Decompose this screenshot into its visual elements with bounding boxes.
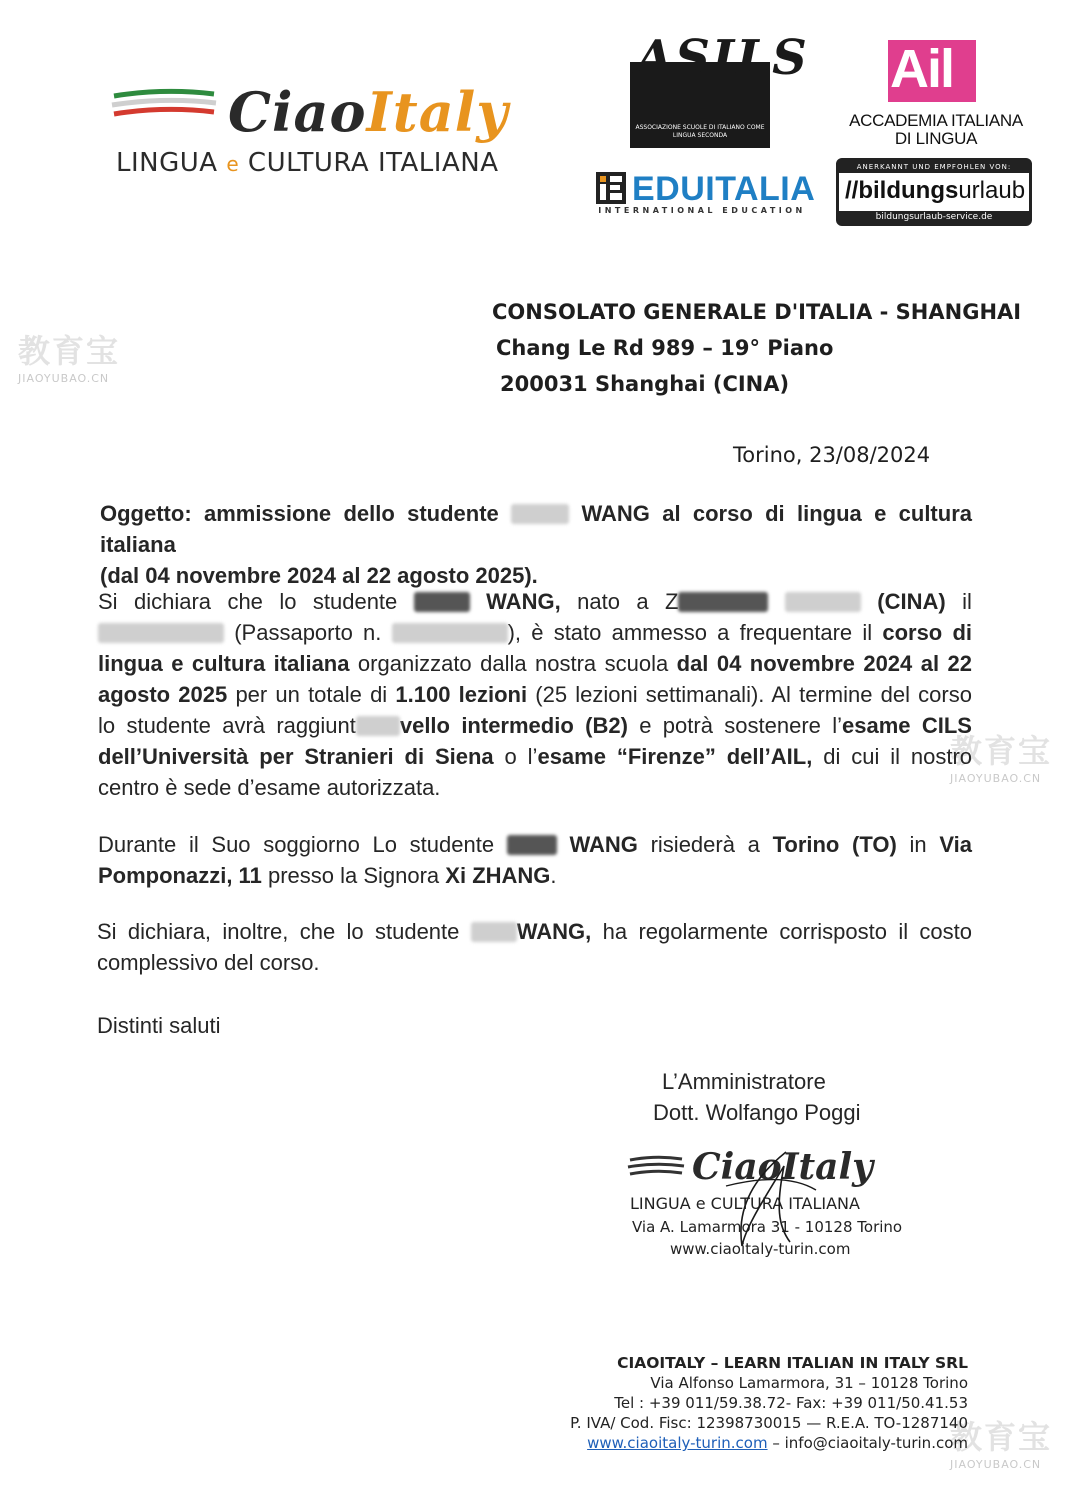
asils-wordmark: ASILS: [636, 30, 809, 86]
bildungsurlaub-logo: [836, 158, 1032, 226]
paragraph-payment: Si dichiara, inoltre, che lo studente WANG, ha regolarmente corrisposto il costo complessivo del corso.: [97, 919, 973, 975]
handwritten-signature: [666, 1146, 866, 1256]
bildungsurlaub-top-banner: ANERKANNT UND EMPFOHLEN VON:: [839, 161, 1029, 173]
footer-email: – info@ciaoitaly-turin.com: [772, 1434, 968, 1452]
recipient-line-1: CONSOLATO GENERALE D'ITALIA - SHANGHAI: [492, 300, 1022, 324]
eduitalia-ie-icon: [596, 172, 626, 204]
eduitalia-subtitle: INTERNATIONAL EDUCATION: [598, 206, 806, 215]
stamp-tagline: LINGUA e CULTURA ITALIANA: [630, 1194, 860, 1213]
ail-wordmark: Ail: [890, 39, 954, 99]
letter-date: Torino, 23/08/2024: [733, 443, 931, 467]
signatory-role: L’Amministratore: [662, 1069, 826, 1094]
ciaoitaly-tagline: LINGUA e CULTURA ITALIANA: [116, 148, 499, 178]
stamp-website: www.ciaoitaly-turin.com: [670, 1240, 851, 1258]
asils-logo: [618, 30, 809, 150]
bildungsurlaub-bottom-banner: bildungsurlaub-service.de: [839, 211, 1029, 223]
paragraph-admission: Si dichiara che lo studente WANG, nato a Z (CINA) il (Passaporto n. ), è stato ammesso a frequentare il corso di lingua e cultura italiana organizzato dalla nostra scuola dal 04 novembre 2024 al 22 agosto 2025 per un totale di 1.100 lezioni (25 lezioni settimanali). Al termine del corso lo studente avrà raggiunt vello intermedio (B2) e potrà sostenere l’esame CILS dell’Università per Stranieri di Siena o l’esame “Firenze” dell’AIL, di cui il nostro centro è sede d’esame autorizzata.: [98, 589, 973, 800]
ail-logo: [836, 36, 1036, 152]
ciaoitaly-wordmark: CiaoItaly: [228, 80, 509, 144]
footer-company: CIAOITALY – LEARN ITALIAN IN ITALY SRL: [617, 1354, 968, 1372]
bildungsurlaub-wordmark: //bildungsurlaub: [845, 177, 1026, 204]
ciaoitaly-logo: [110, 70, 560, 185]
signatory-name: Dott. Wolfango Poggi: [653, 1100, 861, 1125]
eduitalia-logo: [596, 170, 816, 218]
footer-contacts: [587, 1434, 968, 1452]
footer-address: Via Alfonso Lamarmora, 31 – 10128 Torino: [650, 1374, 968, 1392]
footer-phone: Tel : +39 011/59.38.72- Fax: +39 011/50.41.53: [614, 1394, 968, 1412]
subject: Oggetto: ammissione dello studente WANG al corso di lingua e cultura italiana (dal 04 novembre 2024 al 22 agosto 2025).: [100, 501, 972, 588]
stamp-address: Via A. Lamarmora 31 - 10128 Torino: [632, 1218, 903, 1236]
footer-tax: P. IVA/ Cod. Fisc: 12398730015 — R.E.A. TO-1287140: [570, 1414, 968, 1432]
italian-flag-stripes-icon: [110, 88, 218, 122]
recipient-line-2: Chang Le Rd 989 – 19° Piano: [496, 336, 834, 360]
closing-greeting: Distinti saluti: [97, 1013, 221, 1038]
footer-website-link[interactable]: www.ciaoitaly-turin.com: [587, 1434, 768, 1452]
eduitalia-wordmark: EDUITALIA: [632, 170, 816, 208]
watermark-right: 教育宝 JIAOYUBAO.CN: [950, 732, 1053, 785]
stamp-brand: CiaoItaly: [692, 1146, 874, 1188]
ail-name: ACCADEMIA ITALIANA DI LINGUA: [849, 111, 1023, 148]
watermark-bottom: 教育宝 JIAOYUBAO.CN: [950, 1418, 1053, 1471]
recipient-line-3: 200031 Shanghai (CINA): [500, 372, 790, 396]
watermark-left: 教育宝 JIAOYUBAO.CN: [18, 332, 121, 385]
company-stamp: [626, 1146, 906, 1266]
asils-subtitle: ASSOCIAZIONE SCUOLE DI ITALIANO COME LINGUA SECONDA: [635, 124, 765, 139]
paragraph-residence: Durante il Suo soggiorno Lo studente WANG risiederà a Torino (TO) in Via Pomponazzi, 11 presso la Signora Xi ZHANG.: [98, 832, 972, 888]
